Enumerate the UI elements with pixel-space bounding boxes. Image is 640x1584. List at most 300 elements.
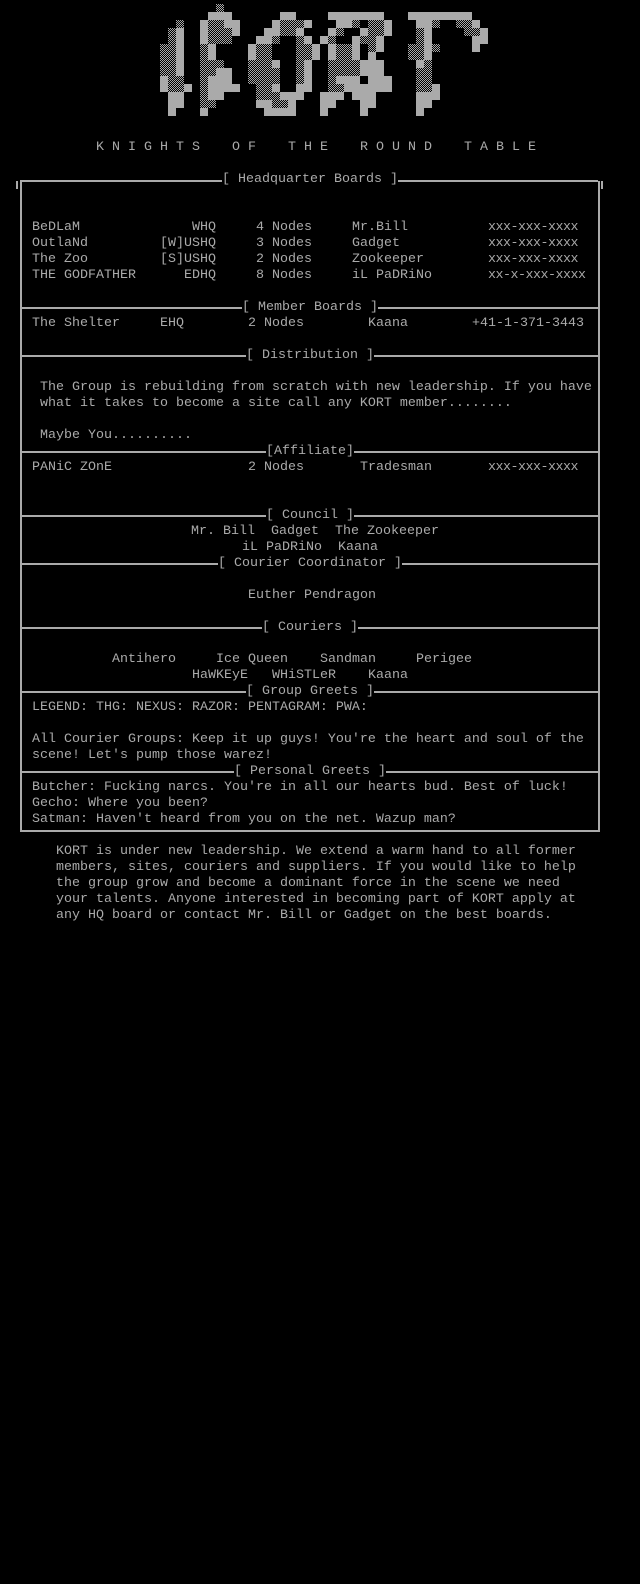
logo-block [432, 20, 440, 28]
logo-block [424, 36, 432, 44]
courier-coordinator-name: Euther Pendragon [248, 588, 376, 603]
board-nodes: 2 Nodes [248, 316, 304, 331]
logo-block [328, 28, 336, 36]
logo-block [336, 68, 344, 76]
logo-block [368, 12, 376, 20]
logo-block [224, 76, 232, 84]
logo-block [248, 76, 256, 84]
logo-block [368, 84, 376, 92]
logo-block [216, 92, 224, 100]
logo-block [432, 84, 440, 92]
logo-block [200, 52, 208, 60]
logo-block [416, 68, 424, 76]
frame-bottom [20, 830, 600, 832]
board-nodes: 2 Nodes [248, 460, 304, 475]
logo-block [176, 76, 184, 84]
board-phone: xxx-xxx-xxxx [488, 252, 578, 267]
logo-block [208, 36, 216, 44]
logo-block [376, 36, 384, 44]
logo-block [368, 52, 376, 60]
logo-block [336, 52, 344, 60]
logo-block [296, 36, 304, 44]
logo-block [296, 76, 304, 84]
group-title: KNIGHTS OF THE ROUND TABLE [96, 140, 544, 155]
logo-block [216, 76, 224, 84]
logo-block [368, 60, 376, 68]
logo-block [424, 20, 432, 28]
council-members: iL PaDRiNo Kaana [242, 540, 378, 555]
section-label: [ Personal Greets ] [234, 764, 386, 779]
logo-block [384, 84, 392, 92]
courier-name: HaWKEyE [192, 668, 248, 683]
logo-block [168, 36, 176, 44]
logo-block [328, 76, 336, 84]
section-affiliate [20, 444, 600, 460]
logo-block [208, 84, 216, 92]
logo-block [336, 92, 344, 100]
logo-block [304, 36, 312, 44]
logo-block [336, 28, 344, 36]
logo-block [360, 92, 368, 100]
logo-block [256, 76, 264, 84]
board-name: The Zoo [32, 252, 88, 267]
group-greets-text: LEGEND: THG: NEXUS: RAZOR: PENTAGRAM: PWA: [32, 700, 368, 715]
logo-block [264, 60, 272, 68]
logo-block [344, 20, 352, 28]
group-greets-text: scene! Let's pump those warez! [32, 748, 272, 763]
board-nodes: 3 Nodes [256, 236, 312, 251]
logo-block [216, 20, 224, 28]
logo-block [200, 76, 208, 84]
logo-block [160, 60, 168, 68]
logo-block [176, 92, 184, 100]
logo-block [352, 84, 360, 92]
logo-block [424, 100, 432, 108]
logo-block [160, 52, 168, 60]
footer-text: members, sites, couriers and suppliers. If you would like to help [56, 860, 576, 875]
logo-block [408, 12, 416, 20]
logo-block [336, 60, 344, 68]
board-phone: xxx-xxx-xxxx [488, 220, 578, 235]
logo-block [336, 12, 344, 20]
logo-block [368, 100, 376, 108]
logo-block [336, 20, 344, 28]
logo-block [176, 44, 184, 52]
logo-block [304, 20, 312, 28]
logo-block [216, 4, 224, 12]
logo-block [416, 44, 424, 52]
logo-block [200, 36, 208, 44]
logo-block [288, 12, 296, 20]
logo-block [208, 44, 216, 52]
distribution-text: Maybe You.......... [40, 428, 192, 443]
logo-block [416, 36, 424, 44]
logo-block [208, 52, 216, 60]
logo-block [320, 100, 328, 108]
logo-block [176, 36, 184, 44]
logo-block [296, 84, 304, 92]
logo-block [256, 52, 264, 60]
logo-block [368, 28, 376, 36]
board-nodes: 8 Nodes [256, 268, 312, 283]
logo-block [328, 52, 336, 60]
logo-block [408, 44, 416, 52]
logo-block [208, 60, 216, 68]
logo-block [376, 76, 384, 84]
logo-block [296, 60, 304, 68]
logo-block [416, 20, 424, 28]
logo-block [296, 92, 304, 100]
frame-corner-tl [16, 181, 18, 189]
logo-block [272, 76, 280, 84]
logo-block [328, 68, 336, 76]
logo-block [280, 92, 288, 100]
logo-block [168, 84, 176, 92]
logo-block [432, 44, 440, 52]
logo-block [312, 52, 320, 60]
logo-block [296, 68, 304, 76]
logo-block [320, 108, 328, 116]
logo-block [352, 76, 360, 84]
logo-block [328, 92, 336, 100]
logo-block [160, 76, 168, 84]
board-sysop: Mr.Bill [352, 220, 408, 235]
logo-block [344, 76, 352, 84]
logo-block [272, 92, 280, 100]
logo-block [256, 100, 264, 108]
personal-greet: Butcher: Fucking narcs. You're in all our hearts bud. Best of luck! [32, 780, 568, 795]
logo-block [344, 52, 352, 60]
logo-block [352, 20, 360, 28]
logo-block [320, 92, 328, 100]
board-phone: xxx-xxx-xxxx [488, 460, 578, 475]
logo-block [256, 60, 264, 68]
footer-text: KORT is under new leadership. We extend a warm hand to all former [56, 844, 576, 859]
logo-block [440, 12, 448, 20]
logo-block [416, 12, 424, 20]
logo-block [280, 28, 288, 36]
logo-block [448, 12, 456, 20]
logo-block [200, 44, 208, 52]
logo-block [416, 100, 424, 108]
logo-block [472, 44, 480, 52]
logo-block [368, 76, 376, 84]
logo-block [360, 36, 368, 44]
board-name: The Shelter [32, 316, 120, 331]
logo-block [288, 92, 296, 100]
logo-block [272, 28, 280, 36]
logo-block [256, 36, 264, 44]
logo-block [360, 28, 368, 36]
section-personal-greets [20, 764, 600, 780]
board-phone: +41-1-371-3443 [472, 316, 584, 331]
logo-block [232, 84, 240, 92]
logo-block [200, 20, 208, 28]
logo-block [288, 100, 296, 108]
logo-block [200, 100, 208, 108]
logo-block [376, 84, 384, 92]
logo-block [168, 44, 176, 52]
logo-block [264, 76, 272, 84]
logo-block [424, 92, 432, 100]
logo-block [280, 100, 288, 108]
logo-block [376, 28, 384, 36]
logo-block [464, 28, 472, 36]
logo-block [160, 44, 168, 52]
logo-block [416, 92, 424, 100]
distribution-text: what it takes to become a site call any KORT member........ [40, 396, 512, 411]
logo-block [176, 84, 184, 92]
courier-name: Antihero [112, 652, 176, 667]
logo-block [208, 28, 216, 36]
logo-block [352, 12, 360, 20]
logo-block [160, 84, 168, 92]
logo-block [464, 12, 472, 20]
logo-block [416, 84, 424, 92]
logo-block [168, 108, 176, 116]
logo-block [424, 84, 432, 92]
logo-block [168, 92, 176, 100]
logo-block [424, 12, 432, 20]
logo-block [472, 20, 480, 28]
logo-block [216, 68, 224, 76]
footer-text: the group grow and become a dominant force in the scene we need [56, 876, 560, 891]
logo-block [248, 60, 256, 68]
logo-block [224, 84, 232, 92]
logo-block [224, 28, 232, 36]
logo-block [376, 60, 384, 68]
council-members: Mr. Bill Gadget The Zookeeper [191, 524, 439, 539]
logo-block [296, 28, 304, 36]
logo-block [360, 100, 368, 108]
logo-block [264, 92, 272, 100]
logo-block [232, 28, 240, 36]
logo-block [296, 44, 304, 52]
logo-block [352, 44, 360, 52]
logo-block [200, 108, 208, 116]
logo-block [352, 36, 360, 44]
group-greets-text: All Courier Groups: Keep it up guys! You're the heart and soul of the [32, 732, 584, 747]
board-tag: EDHQ [184, 268, 216, 283]
board-tag: [S]USHQ [160, 252, 216, 267]
section-couriers [20, 620, 600, 636]
logo-block [264, 36, 272, 44]
logo-block [176, 52, 184, 60]
board-tag: EHQ [160, 316, 184, 331]
logo-block [384, 28, 392, 36]
logo-block [416, 76, 424, 84]
logo-block [272, 36, 280, 44]
board-name: OutlaNd [32, 236, 88, 251]
logo-block [304, 76, 312, 84]
logo-block [336, 84, 344, 92]
logo-block [280, 20, 288, 28]
logo-block [352, 68, 360, 76]
logo-block [424, 28, 432, 36]
logo-block [424, 60, 432, 68]
logo-block [288, 20, 296, 28]
logo-block [328, 84, 336, 92]
logo-block [264, 84, 272, 92]
frame-right-border [598, 181, 600, 831]
logo-block [344, 60, 352, 68]
logo-block [368, 36, 376, 44]
logo-block [168, 100, 176, 108]
logo-block [368, 20, 376, 28]
logo-block [328, 12, 336, 20]
logo-block [376, 68, 384, 76]
logo-block [168, 68, 176, 76]
logo-block [200, 28, 208, 36]
logo-block [176, 28, 184, 36]
logo-block [368, 92, 376, 100]
board-sysop: iL PaDRiNo [352, 268, 432, 283]
logo-block [360, 68, 368, 76]
footer-text: your talents. Anyone interested in becoming part of KORT apply at [56, 892, 576, 907]
logo-block [344, 84, 352, 92]
logo-block [272, 84, 280, 92]
logo-block [480, 36, 488, 44]
logo-block [272, 108, 280, 116]
logo-block [376, 20, 384, 28]
logo-block [272, 20, 280, 28]
section-courier-coordinator [20, 556, 600, 572]
logo-block [424, 68, 432, 76]
logo-block [416, 28, 424, 36]
courier-name: Perigee [416, 652, 472, 667]
logo-block [432, 92, 440, 100]
logo-block [352, 92, 360, 100]
logo-block [416, 52, 424, 60]
board-name: BeDLaM [32, 220, 80, 235]
frame-corner-tr [601, 181, 603, 189]
logo-block [264, 44, 272, 52]
logo-block [232, 20, 240, 28]
board-tag: WHQ [192, 220, 216, 235]
section-label: [ Distribution ] [246, 348, 374, 363]
logo-block [256, 84, 264, 92]
section-label: [ Couriers ] [262, 620, 358, 635]
logo-block [256, 68, 264, 76]
logo-block [360, 60, 368, 68]
logo-block [464, 20, 472, 28]
courier-name: Kaana [368, 668, 408, 683]
section-distribution [20, 348, 600, 364]
section-label: [ Member Boards ] [242, 300, 378, 315]
logo-block [176, 100, 184, 108]
logo-block [344, 44, 352, 52]
logo-block [424, 76, 432, 84]
logo-block [456, 12, 464, 20]
logo-block [216, 36, 224, 44]
logo-block [360, 12, 368, 20]
section-label: [ Courier Coordinator ] [218, 556, 402, 571]
logo-block [208, 68, 216, 76]
logo-block [216, 28, 224, 36]
logo-block [480, 28, 488, 36]
logo-block [208, 12, 216, 20]
board-tag: [W]USHQ [160, 236, 216, 251]
logo-block [360, 84, 368, 92]
courier-name: Ice Queen [216, 652, 288, 667]
logo-block [280, 12, 288, 20]
logo-block [336, 44, 344, 52]
kort-logo [160, 0, 512, 128]
logo-block [272, 100, 280, 108]
logo-block [472, 28, 480, 36]
courier-name: WHiSTLeR [272, 668, 336, 683]
logo-block [432, 12, 440, 20]
logo-block [168, 60, 176, 68]
logo-block [264, 100, 272, 108]
logo-block [216, 84, 224, 92]
logo-block [280, 108, 288, 116]
logo-block [328, 36, 336, 44]
logo-block [376, 44, 384, 52]
logo-block [200, 92, 208, 100]
logo-block [472, 36, 480, 44]
logo-block [200, 68, 208, 76]
logo-block [256, 44, 264, 52]
board-name: THE GODFATHER [32, 268, 136, 283]
board-sysop: Gadget [352, 236, 400, 251]
logo-block [456, 20, 464, 28]
section-label: [Affiliate] [266, 444, 354, 459]
logo-block [368, 68, 376, 76]
logo-block [264, 52, 272, 60]
logo-block [344, 12, 352, 20]
logo-block [304, 68, 312, 76]
logo-block [208, 100, 216, 108]
logo-block [168, 28, 176, 36]
logo-block [416, 108, 424, 116]
logo-block [304, 84, 312, 92]
section-hq-boards [20, 172, 600, 188]
logo-block [248, 44, 256, 52]
logo-block [248, 52, 256, 60]
logo-block [352, 52, 360, 60]
logo-block [256, 92, 264, 100]
section-label: [ Group Greets ] [246, 684, 374, 699]
logo-block [320, 36, 328, 44]
logo-block [304, 60, 312, 68]
logo-block [424, 52, 432, 60]
frame-left-border [20, 181, 22, 831]
logo-block [328, 100, 336, 108]
logo-block [352, 60, 360, 68]
logo-block [176, 68, 184, 76]
logo-block [200, 84, 208, 92]
section-group-greets [20, 684, 600, 700]
board-sysop: Zookeeper [352, 252, 424, 267]
logo-block [384, 20, 392, 28]
logo-block [408, 52, 416, 60]
logo-block [208, 20, 216, 28]
logo-block [344, 68, 352, 76]
board-nodes: 4 Nodes [256, 220, 312, 235]
logo-block [272, 68, 280, 76]
logo-block [160, 68, 168, 76]
logo-block [224, 36, 232, 44]
logo-block [384, 76, 392, 84]
personal-greet: Gecho: Where you been? [32, 796, 208, 811]
logo-block [224, 20, 232, 28]
board-sysop: Kaana [368, 316, 408, 331]
board-phone: xx-x-xxx-xxxx [488, 268, 586, 283]
logo-block [224, 12, 232, 20]
logo-block [224, 68, 232, 76]
board-name: PANiC ZOnE [32, 460, 112, 475]
